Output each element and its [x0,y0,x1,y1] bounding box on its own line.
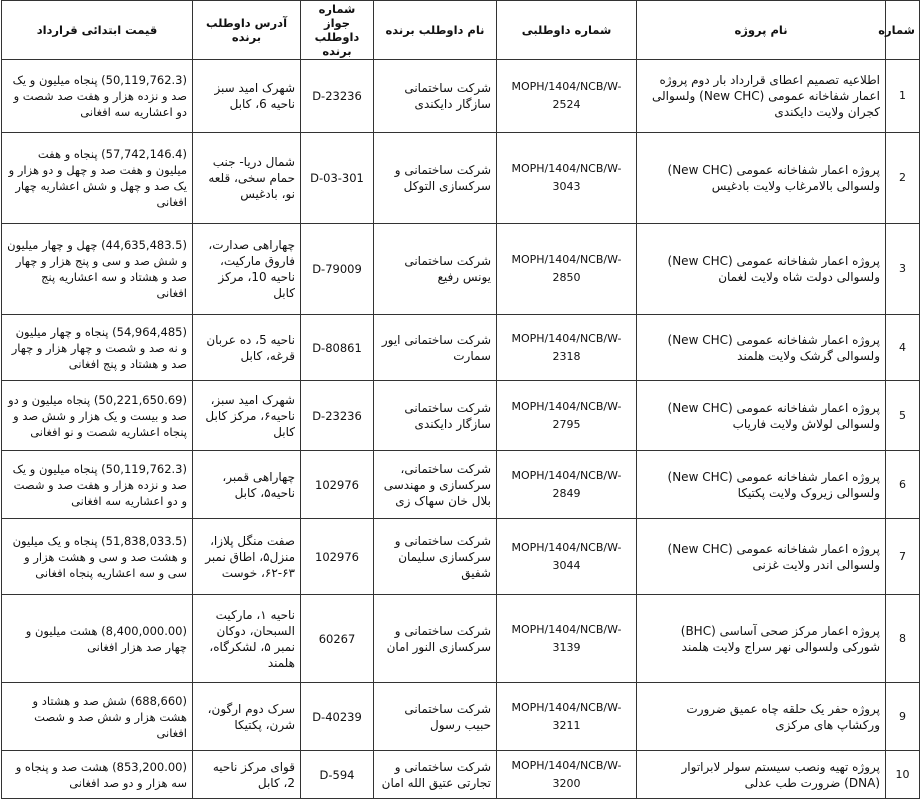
registration-number: MOPH/1404/NCB/W-3200 [497,751,637,799]
contract-award-table [1,0,920,799]
table-row [2,60,920,133]
header-contract-price: قیمت ابتدائی قرارداد [2,1,193,60]
project-name: پروژه حفر یک حلقه چاه عمیق ضرورت ورکشاپ های مرکزی [637,683,886,751]
license-number: D-79009 [301,224,374,315]
contract-price: (8,400,000.00) هشت میلیون و چهار صد هزار افغانی [2,595,193,683]
bidder-address: صفت منگل پلازا، منزل۵، اطاق نمبر ۶۳-۶۲، خوست [193,519,301,595]
license-number: D-80861 [301,315,374,381]
contract-price: (57,742,146.4) پنجاه و هفت میلیون و هفت صد و چهل و دو هزار و یک صد و چهل و شش اعشاریه چهار افغانی [2,133,193,224]
winning-bidder: شرکت ساختمانی و سرکسازی سلیمان شفیق [374,519,497,595]
winning-bidder: شرکت ساختمانی و سرکسازی النور امان [374,595,497,683]
project-name: پروژه اعمار شفاخانه عمومی (New CHC) ولسوالی لولاش ولایت فاریاب [637,381,886,451]
table-row [2,751,920,799]
winning-bidder: شرکت ساختمانی حبیب رسول [374,683,497,751]
project-name: پروژه اعمار شفاخانه عمومی (New CHC) ولسوالی اندر ولایت غزنی [637,519,886,595]
header-bidder-address: آدرس داوطلب برنده [193,1,301,60]
table-row [2,595,920,683]
license-number: 102976 [301,451,374,519]
table-row [2,683,920,751]
header-project-name: نام پروژه [637,1,886,60]
registration-number: MOPH/1404/NCB/W-3044 [497,519,637,595]
winning-bidder: شرکت ساختمانی یونس رفیع [374,224,497,315]
bidder-address: چهاراهی قمبر، ناحیه۵، کابل [193,451,301,519]
license-number: 102976 [301,519,374,595]
header-winning-bidder: نام داوطلب برنده [374,1,497,60]
winning-bidder: شرکت ساختمانی، سرکسازی و مهندسی بلال خان سهاک زی [374,451,497,519]
contract-price: (50,221,650.69) پنجاه میلیون و دو صد و بیست و یک هزار و شش صد و پنجاه اعشاریه شصت و نو افغانی [2,381,193,451]
table-row [2,519,920,595]
project-name: پروژه اعمار شفاخانه عمومی (New CHC) ولسوالی دولت شاه ولایت لغمان [637,224,886,315]
row-number: 4 [886,315,920,381]
project-name: پروژه اعمار شفاخانه عمومی (New CHC) ولسوالی زیروک ولایت پکتیکا [637,451,886,519]
project-name: پروژه اعمار شفاخانه عمومی (New CHC) ولسوالی گرشک ولایت هلمند [637,315,886,381]
row-number: 9 [886,683,920,751]
header-row [2,1,920,60]
row-number: 1 [886,60,920,133]
registration-number: MOPH/1404/NCB/W-2850 [497,224,637,315]
table-row [2,133,920,224]
contract-price: (688,660) شش صد و هشتاد و هشت هزار و شش صد و شصت افغانی [2,683,193,751]
license-number: D-594 [301,751,374,799]
contract-price: (50,119,762.3) پنجاه میلیون و یک صد و نزده هزار و هفت صد و شصت و دو اعشاریه سه افغانی [2,451,193,519]
bidder-address: ناحیه 5، ده عربان قرغه، کابل [193,315,301,381]
project-name: اطلاعیه تصمیم اعطای قرارداد بار دوم پروژه اعمار شفاخانه عمومی (New CHC) ولسوالی کجران ولایت دایکندی [637,60,886,133]
winning-bidder: شرکت ساختمانی ایور سمارت [374,315,497,381]
bidder-address: چهاراهی صدارت، فاروق مارکیت، ناحیه 10، مرکز کابل [193,224,301,315]
bidder-address: قوای مرکز ناحیه 2، کابل [193,751,301,799]
license-number: D-23236 [301,60,374,133]
registration-number: MOPH/1404/NCB/W-3043 [497,133,637,224]
row-number: 10 [886,751,920,799]
registration-number: MOPH/1404/NCB/W-2318 [497,315,637,381]
project-name: پروژه اعمار مرکز صحی آساسی (BHC) شورکی ولسوالی نهر سراج ولایت هلمند [637,595,886,683]
row-number: 8 [886,595,920,683]
header-number: شماره [886,1,920,60]
contract-price: (51,838,033.5) پنجاه و یک میلیون و هشت صد و سی و هشت هزار و سی و سه اعشاریه پنجاه افغانی [2,519,193,595]
contract-price: (54,964,485) پنجاه و چهار میلیون و نه صد و شصت و چهار هزار و چهار صد و هشتاد و پنج افغانی [2,315,193,381]
registration-number: MOPH/1404/NCB/W-2524 [497,60,637,133]
table-row [2,381,920,451]
winning-bidder: شرکت ساختمانی و سرکسازی التوکل [374,133,497,224]
registration-number: MOPH/1404/NCB/W-2849 [497,451,637,519]
winning-bidder: شرکت ساختمانی و تجارتی عتیق الله امان [374,751,497,799]
license-number: D-23236 [301,381,374,451]
row-number: 6 [886,451,920,519]
bidder-address: شهرک امید سبز ناحیه 6، کابل [193,60,301,133]
winning-bidder: شرکت ساختمانی سازگار دایکندی [374,60,497,133]
license-number: D-40239 [301,683,374,751]
row-number: 7 [886,519,920,595]
bidder-address: سرک دوم ارگون، شرن، پکتیکا [193,683,301,751]
row-number: 2 [886,133,920,224]
license-number: D-03-301 [301,133,374,224]
row-number: 5 [886,381,920,451]
bidder-address: شهرک امید سبز، ناحیه۶، مرکز کابل کابل [193,381,301,451]
registration-number: MOPH/1404/NCB/W-2795 [497,381,637,451]
registration-number: MOPH/1404/NCB/W-3139 [497,595,637,683]
table-row [2,224,920,315]
contract-price: (853,200.00) هشت صد و پنجاه و سه هزار و دو صد افغانی [2,751,193,799]
header-license-number: شماره جواز داوطلب برنده [301,1,374,60]
table-row [2,315,920,381]
contract-price: (50,119,762.3) پنجاه میلیون و یک صد و نزده هزار و هفت صد شصت و دو اعشاریه سه افغانی [2,60,193,133]
bidder-address: شمال دریا- جنب حمام سخی، قلعه نو، بادغیس [193,133,301,224]
table-row [2,451,920,519]
header-registration-number: شماره داوطلبی [497,1,637,60]
registration-number: MOPH/1404/NCB/W-3211 [497,683,637,751]
winning-bidder: شرکت ساختمانی سازگار دایکندی [374,381,497,451]
bidder-address: ناحیه ۱، مارکیت السبحان، دوکان نمبر ۵، لشکرگاه، هلمند [193,595,301,683]
license-number: 60267 [301,595,374,683]
contract-price: (44,635,483.5) چهل و چهار میلیون و شش صد و سی و پنج هزار و چهار صد و هشتاد و سه اعشاریه پنج افغانی [2,224,193,315]
project-name: پروژه اعمار شفاخانه عمومی (New CHC) ولسوالی بالامرغاب ولایت بادغیس [637,133,886,224]
row-number: 3 [886,224,920,315]
project-name: پروژه تهیه ونصب سیستم سولر لابراتوار (DNA) ضرورت طب عدلی [637,751,886,799]
